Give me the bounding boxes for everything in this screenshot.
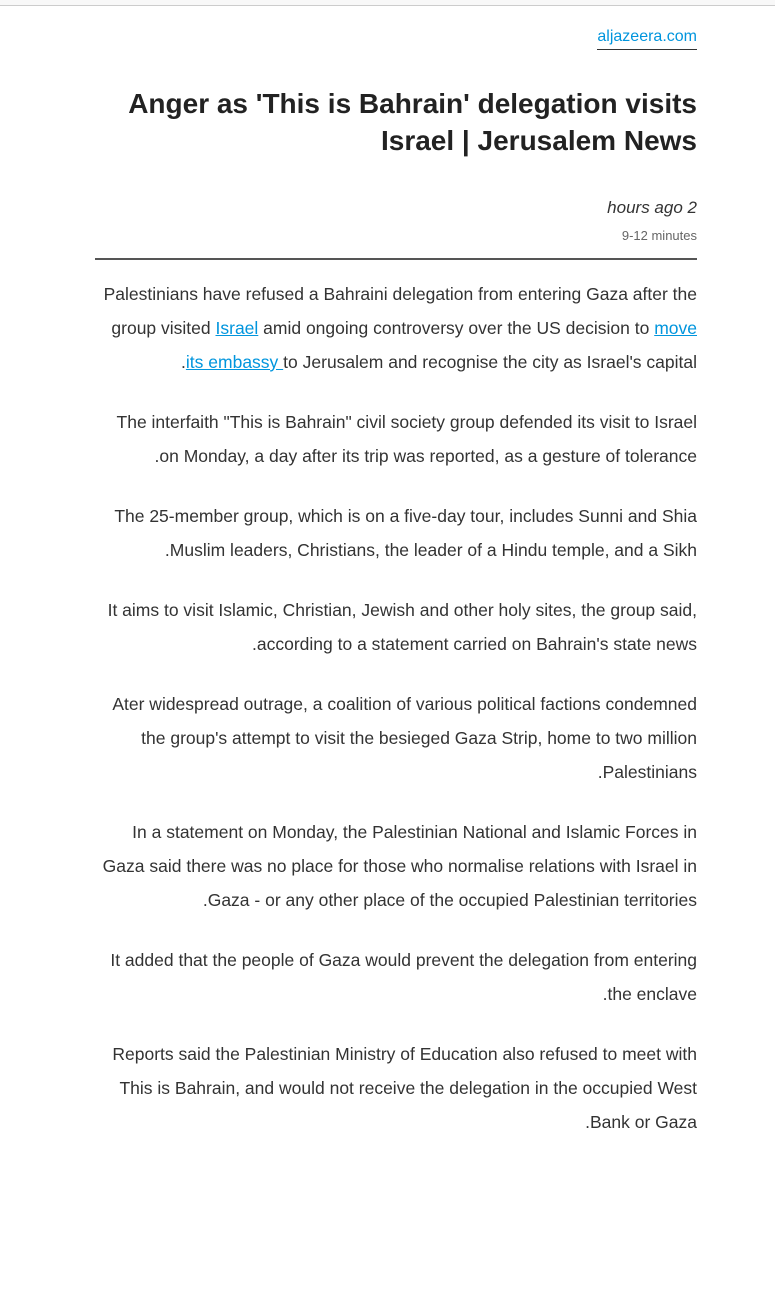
paragraph-text: Palestinians have refused a Bahraini delegation from entering Gaza after the group visited [103, 284, 697, 338]
domain-row [95, 27, 697, 50]
article-paragraph [95, 687, 697, 789]
paragraph-text: The 25-member group, which is on a five-day tour, includes Sunni and Shia Muslim leaders, Christians, the leader of a Hindu temple, and a Sikh. [114, 506, 697, 560]
paragraph-text: Reports said the Palestinian Ministry of Education also refused to meet with This is Bahrain, and would not receive the delegation in the occupied West Bank or Gaza. [112, 1044, 697, 1132]
paragraph-text: It added that the people of Gaza would prevent the delegation from entering the enclave. [110, 950, 697, 1004]
browser-chrome-strip [0, 0, 775, 6]
paragraph-text: In a statement on Monday, the Palestinian National and Islamic Forces in Gaza said there was no place for those who normalise relations with Israel in Gaza - or any other place of the occupied Palestinian territories. [102, 822, 697, 910]
article-body [95, 277, 697, 1139]
divider [95, 258, 697, 260]
reader-content [95, 27, 697, 1139]
article-paragraph [95, 593, 697, 661]
domain-link[interactable]: aljazeera.com [597, 27, 697, 50]
article-paragraph [95, 499, 697, 567]
article-paragraph [95, 277, 697, 379]
article-paragraph [95, 1037, 697, 1139]
israel-link[interactable]: Israel [215, 318, 259, 338]
article-byline: 2 hours ago [607, 198, 697, 217]
paragraph-text: to Jerusalem and recognise the city as Israel's capital. [181, 352, 697, 372]
paragraph-text: Ater widespread outrage, a coalition of various political factions condemned the group's attempt to visit the besieged Gaza Strip, home to two million Palestinians. [112, 694, 697, 782]
move-embassy-link[interactable]: move its embassy [185, 318, 697, 372]
article-title: Anger as 'This is Bahrain' delegation visits Israel | Jerusalem News [128, 88, 697, 156]
article-paragraph [95, 943, 697, 1011]
reading-time: 9-12 minutes [621, 228, 697, 243]
paragraph-text: It aims to visit Islamic, Christian, Jewish and other holy sites, the group said, according to a statement carried on Bahrain's state news. [107, 600, 697, 654]
article-paragraph [95, 815, 697, 917]
article-paragraph [95, 405, 697, 473]
paragraph-text: The interfaith "This is Bahrain" civil society group defended its visit to Israel on Monday, a day after its trip was reported, as a gesture of tolerance. [116, 412, 697, 466]
paragraph-text: amid ongoing controversy over the US decision to [258, 318, 655, 338]
